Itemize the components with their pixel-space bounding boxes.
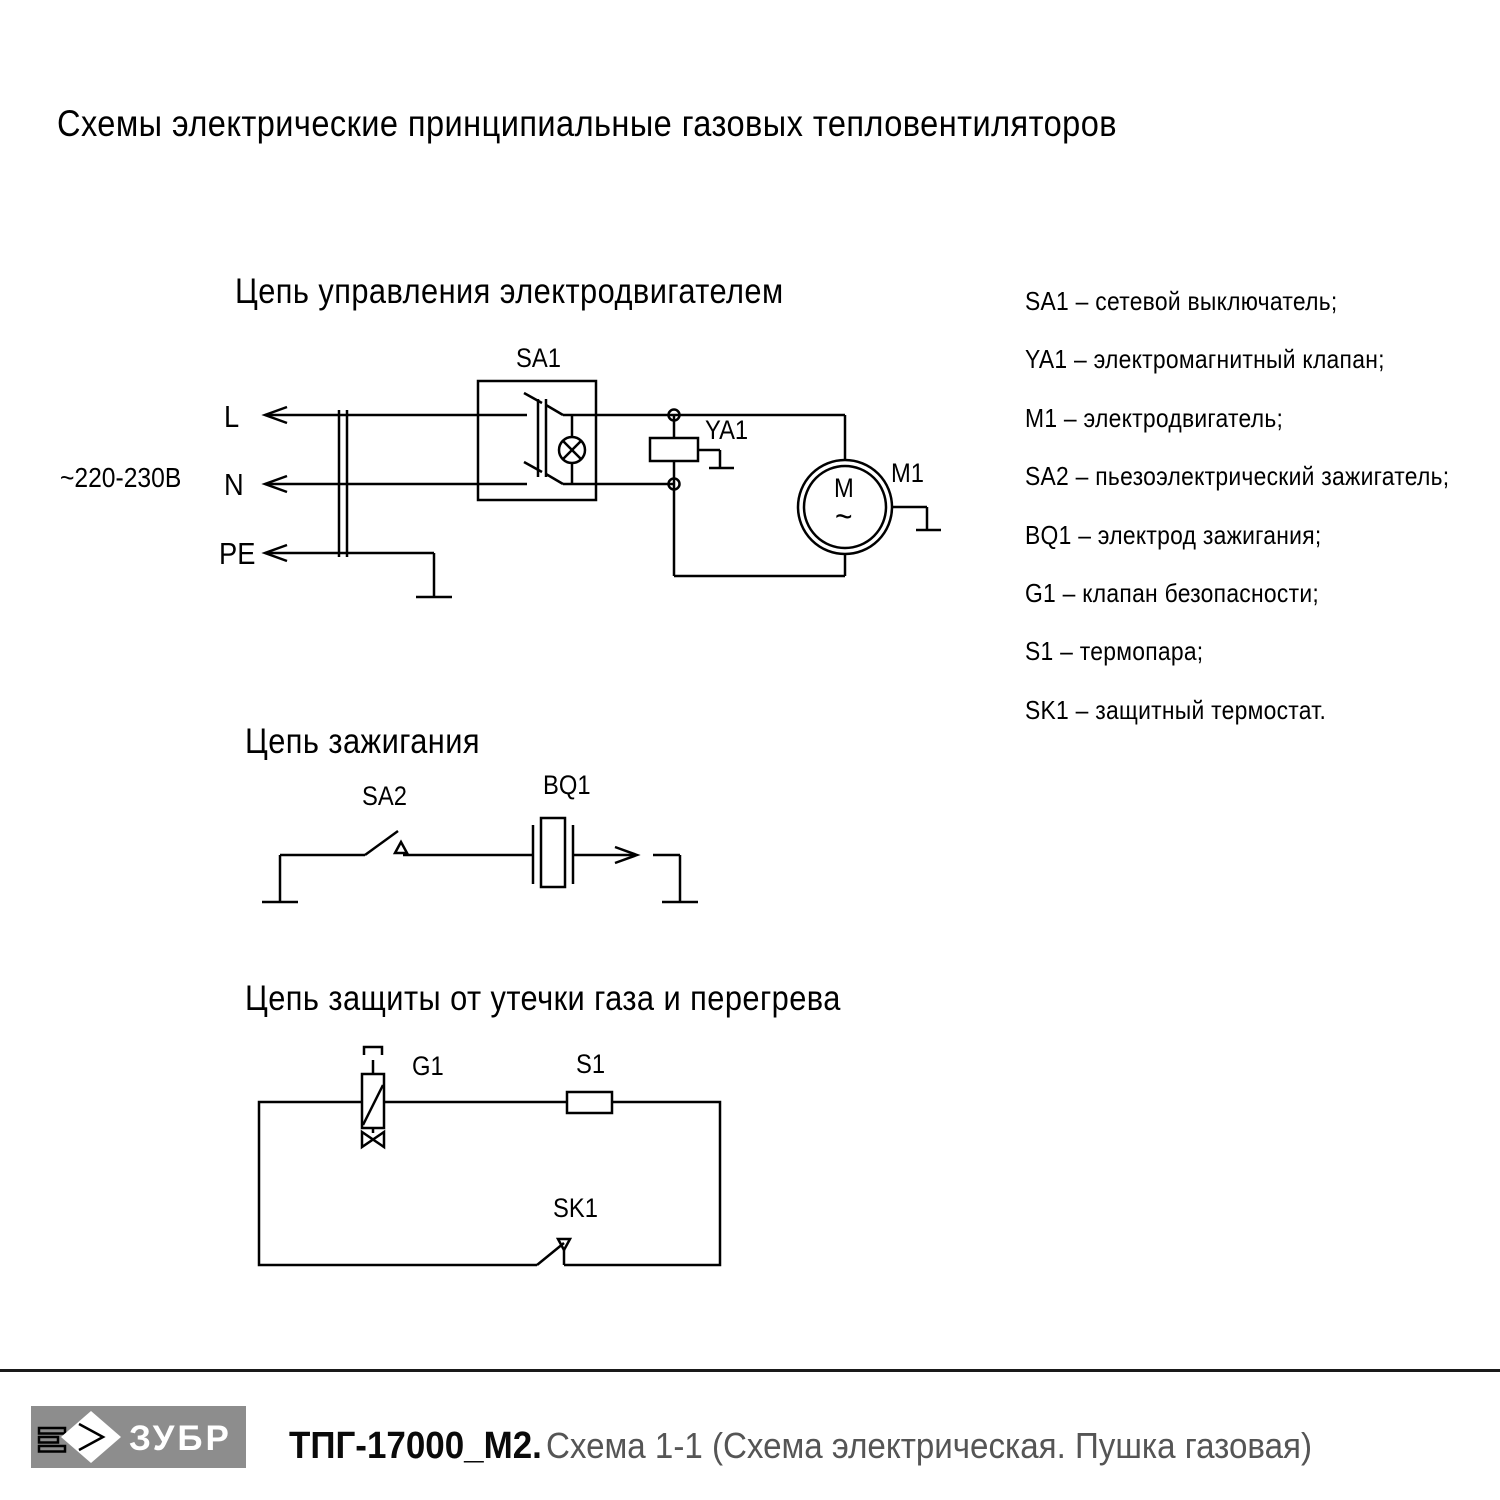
circuit3-title: Цепь защиты от утечки газа и перегрева xyxy=(245,979,841,1018)
sa1-switch-symbol xyxy=(478,381,674,500)
circuit2-title: Цепь зажигания xyxy=(245,722,481,761)
voltage-label: ~220-230В xyxy=(60,462,182,493)
legend-item-g1: G1 – клапан безопасности; xyxy=(1025,578,1320,609)
footer-description: Схема 1-1 (Схема электрическая. Пушка газовая) xyxy=(545,1425,1313,1466)
m1-label: M1 xyxy=(891,458,925,488)
legend-item-s1: S1 – термопара; xyxy=(1025,636,1204,667)
legend-item-sa1: SA1 – сетевой выключатель; xyxy=(1025,286,1338,316)
brand-logo-text: ЗУБР xyxy=(129,1419,232,1458)
motor-ac-symbol: ~ xyxy=(835,498,853,536)
legend-item-bq1: BQ1 – электрод зажигания; xyxy=(1025,519,1322,550)
s1-label: S1 xyxy=(576,1049,606,1079)
g1-label: G1 xyxy=(412,1051,444,1081)
right-ground-icon xyxy=(653,855,698,902)
legend-item-m1: M1 – электродвигатель; xyxy=(1025,402,1284,433)
bq1-label: BQ1 xyxy=(543,770,591,800)
line-label-l: L xyxy=(224,399,240,434)
bq1-electrode-symbol xyxy=(533,818,637,887)
ya1-coil-symbol xyxy=(650,410,734,490)
zubr-arrow-icon xyxy=(39,1411,121,1463)
sk1-thermostat-symbol xyxy=(537,1239,570,1265)
motor-wires xyxy=(674,415,845,576)
motor-letter: M xyxy=(834,473,854,503)
protection-loop-wires xyxy=(259,1102,720,1265)
footer-separator xyxy=(0,1369,1500,1372)
brand-logo-mark xyxy=(31,1406,246,1468)
sa2-label: SA2 xyxy=(362,781,407,811)
sa1-label: SA1 xyxy=(516,343,561,373)
circuit3-schematic xyxy=(250,1040,730,1275)
brand-logo xyxy=(31,1406,246,1468)
power-wires xyxy=(265,415,478,597)
circuit1-title: Цепь управления электродвигателем xyxy=(235,272,784,311)
circuit1-schematic xyxy=(200,370,960,610)
ya1-label: YA1 xyxy=(705,415,749,445)
g1-safety-valve-symbol xyxy=(362,1047,384,1147)
legend-item-sk1: SK1 – защитный термостат. xyxy=(1025,694,1327,725)
motor-symbol xyxy=(798,460,941,554)
circuit2-schematic xyxy=(250,810,720,920)
left-ground-icon xyxy=(262,855,298,902)
lamp-icon xyxy=(559,415,585,484)
footer-model: ТПГ-17000_М2. xyxy=(289,1425,542,1467)
legend-item-ya1: YA1 – электромагнитный клапан; xyxy=(1025,344,1385,375)
sk1-label: SK1 xyxy=(553,1193,598,1223)
line-label-pe: PE xyxy=(219,536,256,571)
sa2-igniter-symbol xyxy=(280,831,533,855)
line-label-n: N xyxy=(224,467,244,502)
legend xyxy=(1025,272,1500,739)
footer-caption xyxy=(289,1424,1312,1476)
legend-item-sa2: SA2 – пьезоэлектрический зажигатель; xyxy=(1025,461,1450,492)
s1-thermocouple-symbol xyxy=(567,1092,612,1113)
page-title: Схемы электрические принципиальные газовых тепловентиляторов xyxy=(57,103,1118,144)
